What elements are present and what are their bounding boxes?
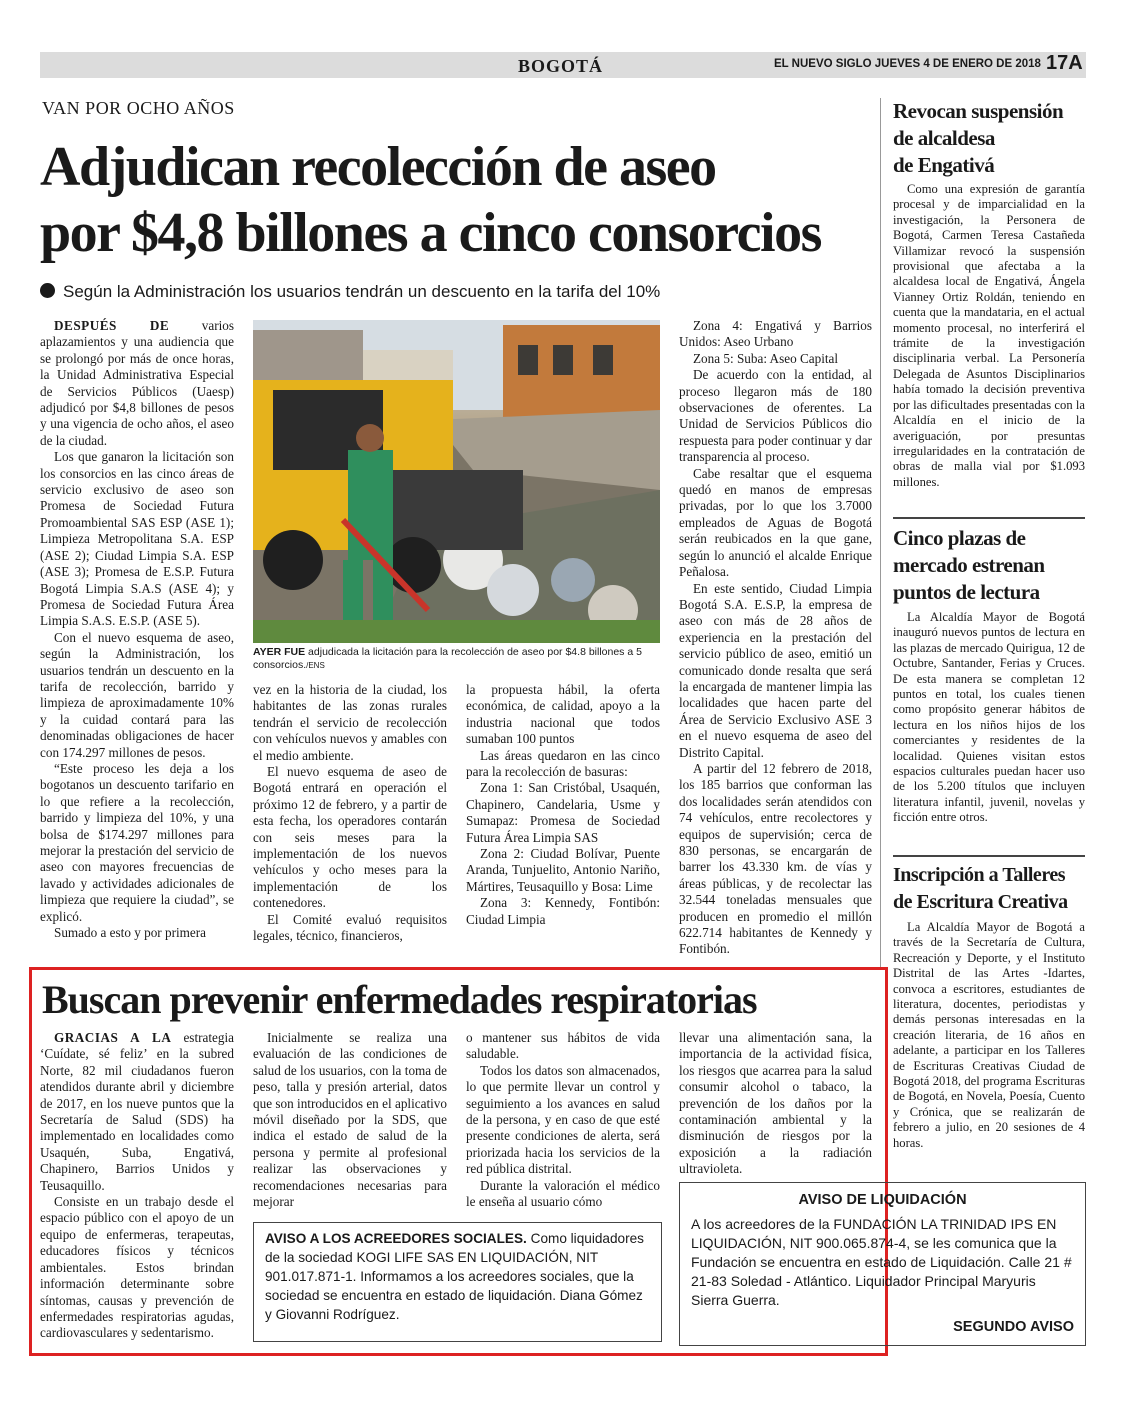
bottom-column-4	[679, 1030, 872, 1178]
main-col3-p3: Zona 1: San Cristóbal, Usaquén, Chapinero, Candelaria, Usme y Sumapaz: Promesa de Sociedad Futura Área Limpia SAS	[466, 780, 660, 845]
sidebar-story-2-title	[893, 525, 1083, 606]
notice-acreedores-body: Como liquidadores de la sociedad KOGI LIFE SAS EN LIQUIDACIÓN, NIT 901.017.871-1. Informamos a los acreedores sociales, que la sociedad se encuentra en estado de liquidación. Diana Gómez y Giovanni Rodríguez.	[265, 1231, 644, 1322]
page-number: 17A	[1046, 52, 1083, 74]
main-col4-p5: En este sentido, Ciudad Limpia Bogotá S.A. E.S.P, la empresa de aseo con más de 28 años de experiencia en la prestación del servicio público de aseo, emitió un comunicado donde resalta que será la encargada de mantener limpia las localidades que hacen parte del Área de Servicio Exclusivo ASE 3 en el nuevo esquema de aseo del Distrito Capital.	[679, 580, 872, 760]
sidebar-story-1-title-line-3: de Engativá	[893, 153, 995, 177]
main-column-1	[40, 318, 234, 941]
main-col4-p6: A partir del 12 febrero de 2018, los 185 barrios que conforman las dos localidades serán atendidos con 74 vehículos, entre recolectores y equipos de supervisión; cerca de 830 personas, se encargarán de barrer los 43.330 km. de vías y áreas públicas, y de recolectar las 32.544 toneladas mensuales que producen en promedio el millón 622.714 habitantes de Kennedy y Fontibón.	[679, 760, 872, 957]
sidebar-story-3-body	[893, 920, 1085, 1151]
sidebar-story-3-title-line-1: Inscripción a Talleres	[893, 864, 1065, 886]
sidebar-story-1-body	[893, 182, 1085, 490]
publication-dateline: EL NUEVO SIGLO JUEVES 4 DE ENERO DE 2018	[774, 58, 1041, 70]
bottom-col1-p1: estrategia ‘Cuídate, sé feliz’ en la subred Norte, 82 mil ciudadanos fueron atendidos durante abril y diciembre de 2017, en los nueve puntos que la Secretaría de Salud (SDS) ha implementado en localidades como Usaquén, Suba, Engativá, Chapinero, Barrios Unidos y Teusaquillo.	[40, 1030, 234, 1193]
bottom-column-2	[253, 1030, 447, 1210]
main-col4-p2: Zona 5: Suba: Aseo Capital	[693, 350, 839, 366]
bottom-col3-p1: o mantener sus hábitos de vida saludable.	[466, 1030, 660, 1062]
caption-lead: AYER FUE	[253, 646, 306, 658]
sidebar-rule-1	[893, 517, 1085, 519]
sidebar-story-1-title-line-1: Revocan suspensión	[893, 99, 1064, 123]
sidebar-story-1-title-line-2: de alcaldesa	[893, 126, 995, 150]
main-headline	[40, 134, 870, 266]
sidebar-rule-2	[893, 855, 1085, 857]
main-subhead	[40, 282, 660, 302]
main-subhead-text: Según la Administración los usuarios tendrán un descuento en la tarifa del 10%	[63, 282, 661, 301]
main-col1-p3: Con el nuevo esquema de aseo, según la Administración, los usuarios tendrán un descuento en la tarifa de recolección, barrido y limpieza de aproximadamente 10% y la cuidad contará para las denominadas obligaciones de hacer con 174.297 millones de pesos.	[40, 629, 234, 760]
main-col3-p5: Zona 3: Kennedy, Fontibón: Ciudad Limpia	[466, 895, 660, 927]
sidebar-story-1-text: Como una expresión de garantía procesal y de imparcialidad en la investigación, la Personera de Bogotá, Carmen Teresa Castañeda Villamizar revocó la suspensión provisional que afectaba a la alcaldesa local de Engativá, Ángela Vianney Ortiz Roldán, teniendo en cuenta que la mandataria, en el actual momento procesal, no interferirá el trámite de la investigación disciplinaria verbal. La Personería Delegada de Asuntos Disciplinarios había tomado la decisión preventiva por las dificultades presentadas con la Alcaldía en el inicio de la averiguación, por presuntas irregularidades en la contratación de obras de malla vial por $1.093 millones.	[893, 182, 1085, 489]
main-kicker: VAN POR OCHO AÑOS	[42, 98, 235, 118]
main-col4-p1: Zona 4: Engativá y Barrios Unidos: Aseo Urbano	[679, 318, 872, 350]
main-lead: DESPUÉS DE	[54, 318, 170, 333]
sidebar-story-2-text: La Alcaldía Mayor de Bogotá inauguró nuevos puntos de lectura en las plazas de mercado Quirigua, 12 de Octubre, Santander, Ferias y Cruces. De esta manera se completan 12 puntos en total, los cuales tienen como propósito generar hábitos de lectura en los niños hijos de los comerciantes y residentes de la localidad. Quienes visitan estos espacios culturales puedan hacer uso de los 5.200 títulos que incluyen literatura infantil, juvenil, novelas y ficción entre otros.	[893, 610, 1085, 825]
street-cleaning-photo-icon	[253, 320, 660, 643]
main-column-3	[466, 682, 660, 928]
main-col2-p1: vez en la historia de la ciudad, los habitantes de las zonas rurales tendrán el servicio de recolección con vehículos nuevos y amables con el medio ambiente.	[253, 682, 447, 763]
notice-liquidacion-body: A los acreedores de la FUNDACIÓN LA TRINIDAD IPS EN LIQUIDACIÓN, NIT 900.065.874-4, se les comunica que la Fundación se encuentra en estado de Liquidación. Calle 21 # 21-83 Soledad - Atlántico. Liquidador Principal Maryuris Sierra Guerra.	[691, 1216, 1072, 1308]
sidebar-story-3-text: La Alcaldía Mayor de Bogotá a través de la Secretaría de Cultura, Recreación y Deporte, y el Instituto Distrital de las Artes -Idartes, convoca a escritores, estudiantes de literatura, docentes, periodistas y demás personas interesadas en la creación literaria, de 16 años en adelante, a participar en los Talleres de Escrituras Creativas Ciudad de Bogotá 2018, del programa Escrituras de Bogotá, en Novela, Poesía, Cuento y Crónica, que se realizarán de febrero a julio, en 20 sesiones de 4 horas.	[893, 920, 1085, 1150]
sidebar-divider	[880, 98, 881, 968]
sidebar-story-2-body	[893, 610, 1085, 826]
main-col1-p5: Sumado a esto y por primera	[54, 925, 206, 941]
main-col4-p4: Cabe resaltar que el esquema quedó en manos de empresas privadas, por lo que los 3.7000 empleados de Aguas de Bogotá serán reubicados en la que gane, según lo anunció el alcalde Enrique Peñalosa.	[679, 465, 872, 580]
main-col3-p4: Zona 2: Ciudad Bolívar, Puente Aranda, Tunjuelito, Antonio Nariño, Mártires, Teusaquillo y Bosa: Lime	[466, 846, 660, 894]
sidebar-story-2-title-line-1: Cinco plazas de	[893, 526, 1026, 550]
main-col3-p2: Las áreas quedaron en las cinco para la recolección de basuras:	[466, 747, 660, 780]
main-column-4	[679, 318, 872, 958]
sidebar-story-3-title-line-2: de Escritura Creativa	[893, 891, 1068, 913]
notice-liquidacion-title: AVISO DE LIQUIDACIÓN	[798, 1192, 967, 1208]
bottom-col1-p2: Consiste en un trabajo desde el espacio público con el apoyo de un equipo de enfermeras, terapeutas, educadores físicos y técnicos ambientales. Estos brindan información determinante sobre síntomas, causas y prevención de enfermedades respiratorias agudas, cardiovasculares y sedentarismo.	[40, 1194, 234, 1341]
bottom-column-1	[40, 1030, 234, 1342]
notice-acreedores-title: AVISO A LOS ACREEDORES SOCIALES.	[265, 1231, 527, 1246]
main-headline-line-2: por $4,8 billones a cinco consorcios	[40, 202, 821, 264]
caption-credit: /ENS	[306, 661, 325, 670]
bottom-col3-p2: Todos los datos son almacenados, lo que permite llevar un control y seguimiento a los avances en salud de la persona, y en caso de que esté presente condiciones de alerta, será priorizada hacia los servicios de la red pública distrital.	[466, 1062, 660, 1177]
main-col3-p1: la propuesta hábil, la oferta económica, de calidad, apoyo a la industria nacional que todos sumaban 100 puntos	[466, 682, 660, 747]
main-col1-p4: “Este proceso les deja a los bogotanos un descuento tarifario en lo que refiere a la recolección, barrido y limpieza del 10%, y una bolsa de $174.297 millones para mejorar la prestación del servicio de aseo con mayores frecuencias de lavado y actividades adicionales de limpieza que requiere la ciudad”, se explicó.	[40, 760, 234, 924]
bottom-col4-p1: llevar una alimentación sana, la importancia de la actividad física, los riesgos que acarrea para la salud consumir alcohol o tabaco, la prevención de los daños por la contaminación ambiental y la disminución de riesgos por la exposición a la radiación ultravioleta.	[679, 1030, 872, 1177]
section-name: BOGOTÁ	[518, 56, 604, 76]
bottom-lead: GRACIAS A LA	[54, 1030, 172, 1045]
main-col2-p2: El nuevo esquema de aseo de Bogotá entrará en operación el próximo 12 de febrero, y a partir de esta fecha, los operadores contarán con seis meses para la implementación de los nuevos vehículos y ocho meses para la implementación de los contenedores.	[253, 764, 447, 911]
main-headline-line-1: Adjudican recolección de aseo	[40, 136, 716, 198]
bottom-headline: Buscan prevenir enfermedades respiratorias	[42, 977, 757, 1022]
sidebar-story-2-title-line-3: puntos de lectura	[893, 580, 1040, 604]
main-column-2	[253, 682, 447, 945]
notice-acreedores	[253, 1222, 662, 1342]
notice-liquidacion	[679, 1182, 1086, 1346]
sidebar-story-2-title-line-2: mercado estrenan	[893, 553, 1045, 577]
main-col2-p3: El Comité evaluó requisitos legales, técnico, financieros,	[253, 911, 447, 944]
notice-liquidacion-footer: SEGUNDO AVISO	[953, 1319, 1074, 1335]
sidebar-story-3-title	[893, 862, 1085, 916]
sidebar-story-1-title	[893, 98, 1083, 179]
bullet-icon	[40, 283, 55, 298]
main-col1-p2: Los que ganaron la licitación son los consorcios en las cinco áreas de servicio exclusivo de aseo son Promesa de Sociedad Futura Promoambiental SAS ESP (ASE 1); Limpieza Metropolitana S.A. ESP (ASE 2); Ciudad Limpia S.A. ESP (ASE 3); Promesa de E.S.P. Futura Bogotá Limpia S.A.S (ASE 4); y Promesa de Sociedad Futura Área Limpia S.A.S. E.S.P. (ASE 5).	[40, 449, 234, 629]
caption-text: adjudicada la licitación para la recolección de aseo por $4.8 billones a 5 consorcios.	[253, 646, 642, 671]
main-col1-p1: varios aplazamientos y una audiencia que se prolongó por más de once horas, la Unidad Administrativa Especial de Servicios Públicos (Uaesp) adjudicó por $4,8 billones de pesos y una vigencia de ocho años, el aseo de la ciudad.	[40, 318, 235, 448]
bottom-col3-p3: Durante la valoración el médico le enseña al usuario cómo	[466, 1177, 660, 1210]
bottom-col2-p1: Inicialmente se realiza una evaluación de las condiciones de salud de los usuarios, con la toma de peso, talla y presión arterial, datos que son introducidos en el aplicativo móvil diseñado por la SDS, que indica el estado de salud de la persona y permite al profesional realizar las observaciones y recomendaciones necesarias para mejorar	[253, 1030, 447, 1210]
news-photo	[253, 320, 660, 643]
bottom-column-3	[466, 1030, 660, 1210]
photo-caption	[253, 646, 660, 672]
main-col4-p3: De acuerdo con la entidad, al proceso llegaron más de 180 observaciones de oferentes. La Unidad de Servicios Públicos dio respuesta para poder continuar y dar transparencia al proceso.	[679, 367, 872, 465]
